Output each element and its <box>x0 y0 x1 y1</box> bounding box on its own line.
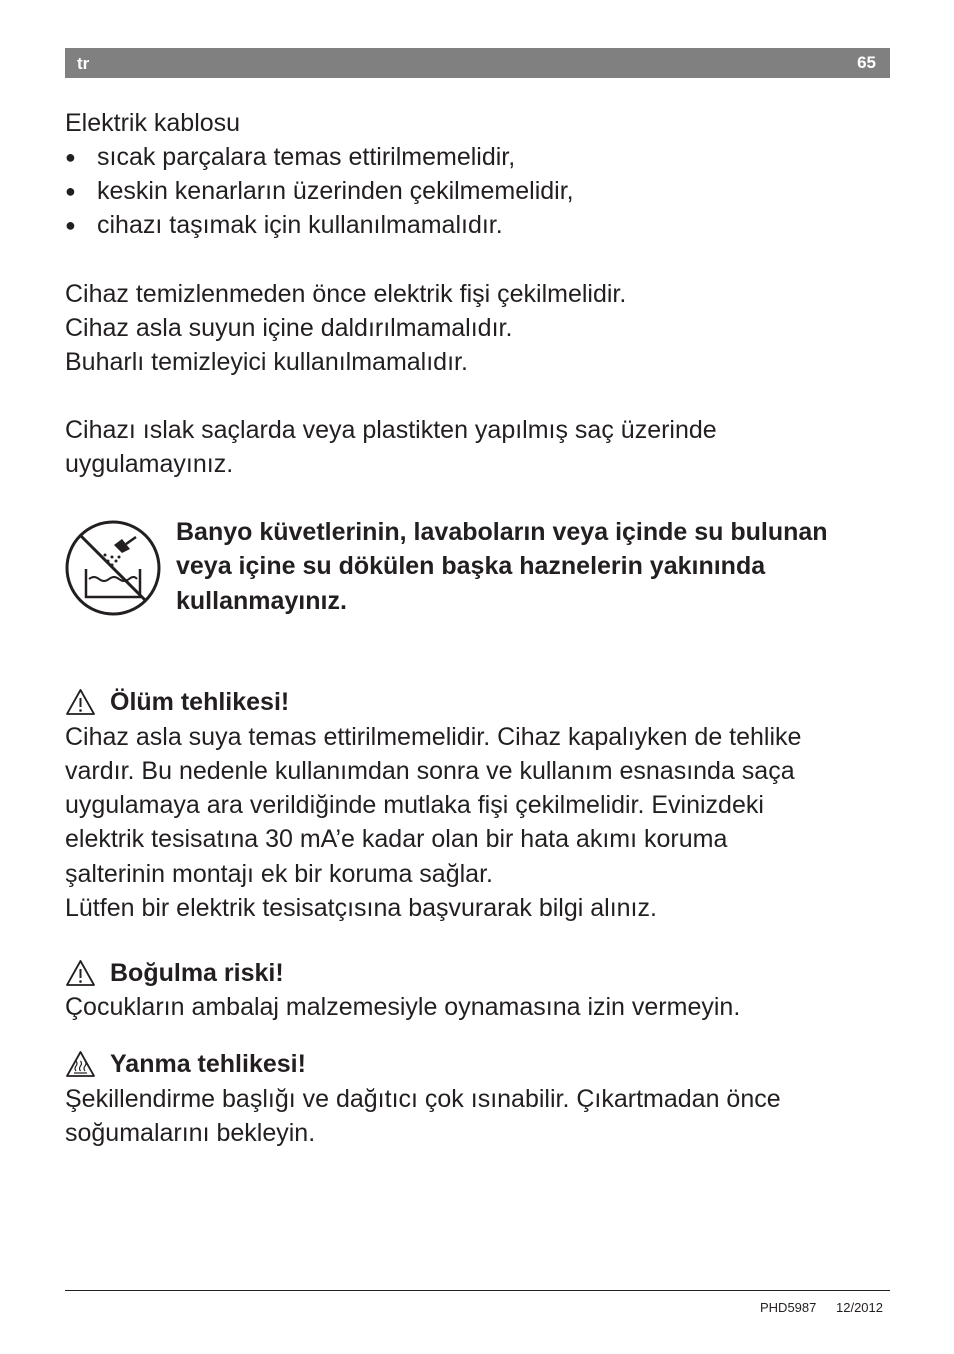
death-danger-line-2: vardır. Bu nedenle kullanımdan sonra ve kullanım esnasında saça <box>65 757 795 785</box>
bullet-marker: ● <box>65 181 76 201</box>
death-danger-line-1: Cihaz asla suya temas ettirilmemelidir. Cihaz kapalıyken de tehlike <box>65 723 802 751</box>
hot-surface-warning-icon <box>65 1050 96 1078</box>
warning-triangle-icon <box>65 959 96 987</box>
header-bar <box>65 48 890 78</box>
language-code: tr <box>77 54 90 73</box>
bullet-marker: ● <box>65 147 76 167</box>
burn-danger-line-1: Şekillendirme başlığı ve dağıtıcı çok ısınabilir. Çıkartmadan önce <box>65 1085 781 1113</box>
bath-warning-line-2: veya içine su dökülen başka haznelerin yakınında <box>176 552 766 580</box>
cable-bullet-3: cihazı taşımak için kullanılmamalıdır. <box>97 211 503 239</box>
bath-warning-line-3: kullanmayınız. <box>176 587 347 615</box>
page-number: 65 <box>857 53 876 72</box>
footer-date: 12/2012 <box>836 1300 883 1315</box>
suffocation-heading: Boğulma riski! <box>110 959 284 987</box>
death-danger-line-5: şalterinin montajı ek bir koruma sağlar. <box>65 860 493 888</box>
cleaning-line-1: Cihaz temizlenmeden önce elektrik fişi çekilmelidir. <box>65 280 627 308</box>
burn-danger-line-2: soğumalarını bekleyin. <box>65 1119 316 1147</box>
suffocation-line-1: Çocukların ambalaj malzemesiyle oynamasına izin vermeyin. <box>65 993 741 1021</box>
wet-hair-line-1: Cihazı ıslak saçlarda veya plastikten yapılmış saç üzerinde <box>65 416 717 444</box>
death-danger-line-3: uygulamaya ara verildiğinde mutlaka fişi çekilmelidir. Evinizdeki <box>65 791 764 819</box>
burn-danger-heading: Yanma tehlikesi! <box>110 1050 306 1078</box>
footer-divider <box>65 1290 890 1291</box>
no-water-bath-icon <box>64 519 162 617</box>
bullet-marker: ● <box>65 215 76 235</box>
footer-model: PHD5987 <box>760 1300 817 1315</box>
cable-bullet-1: sıcak parçalara temas ettirilmemelidir, <box>97 143 516 171</box>
death-danger-line-6: Lütfen bir elektrik tesisatçısına başvurarak bilgi alınız. <box>65 894 657 922</box>
death-danger-line-4: elektrik tesisatına 30 mA’e kadar olan bir hata akımı koruma <box>65 825 728 853</box>
cleaning-line-3: Buharlı temizleyici kullanılmamalıdır. <box>65 348 468 376</box>
wet-hair-line-2: uygulamayınız. <box>65 450 234 478</box>
cable-bullet-2: keskin kenarların üzerinden çekilmemelidir, <box>97 177 574 205</box>
death-danger-heading: Ölüm tehlikesi! <box>110 688 290 716</box>
bath-warning-line-1: Banyo küvetlerinin, lavaboların veya içinde su bulunan <box>176 518 828 546</box>
warning-triangle-icon <box>65 688 96 716</box>
cable-title: Elektrik kablosu <box>65 109 241 137</box>
cleaning-line-2: Cihaz asla suyun içine daldırılmamalıdır. <box>65 314 513 342</box>
